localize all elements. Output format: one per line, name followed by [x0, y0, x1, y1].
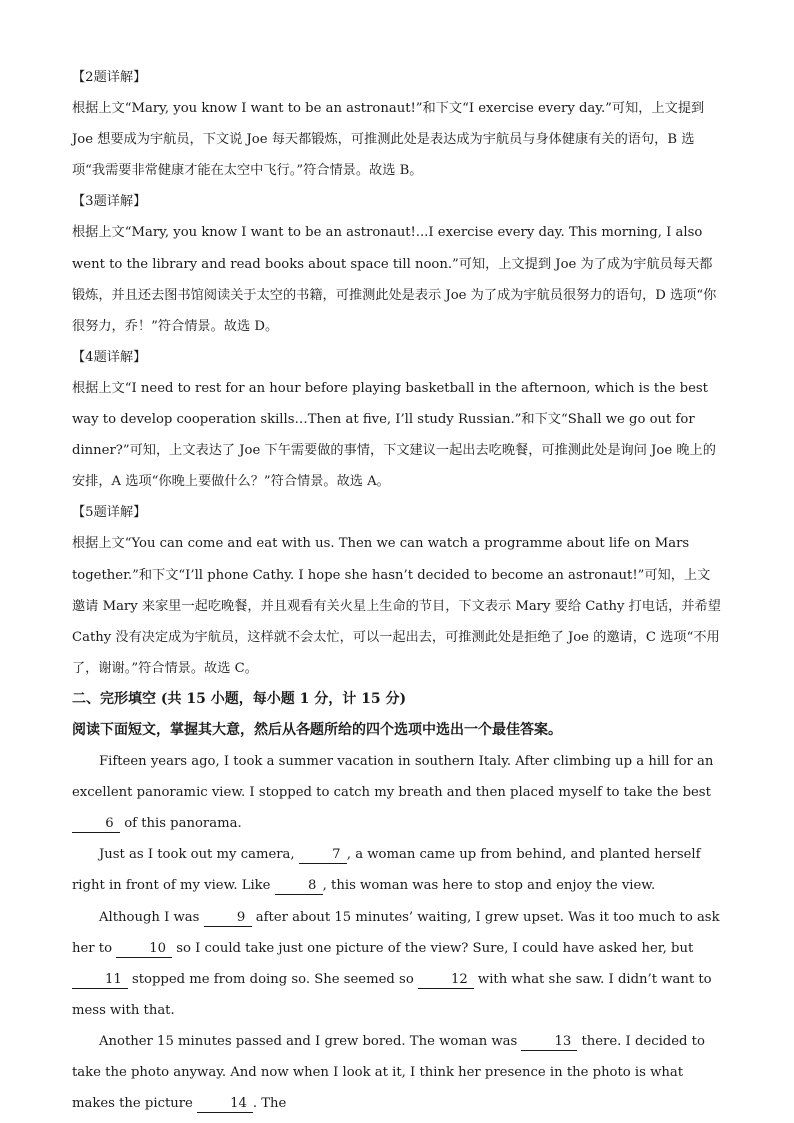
- passage-paragraph-4: [72, 1026, 722, 1119]
- document-page: [72, 62, 722, 1119]
- section-instruction: 阅读下面短文，掌握其大意，然后从各题所给的四个选项中选出一个最佳答案。: [72, 721, 562, 738]
- passage-text: of this panorama.: [120, 816, 242, 832]
- blank-7: 7: [299, 847, 347, 864]
- passage-text: , this woman was here to stop and enjoy the view.: [322, 878, 656, 894]
- passage-paragraph-2: [72, 839, 722, 901]
- blank-13: 13: [521, 1034, 577, 1051]
- section-title: 二、完形填空 (共 15 小题，每小题 1 分，计 15 分): [72, 690, 407, 707]
- blank-8: 8: [275, 878, 323, 895]
- passage-paragraph-3: [72, 902, 722, 1026]
- q4-explanation: 根据上文“I need to rest for an hour before playing basketball in the afternoon, which is the best way to develop cooperation skills…Then at five, I’ll study Russian.”和下文“Shall we go out for dinner?”可知，上文表达了 Joe 下午需要做的事情，下文建议一起出去吃晚餐，可推测此处是询问 Joe 晚上的安排，A 选项“你晚上要做什么？”符合情景。故选 A。: [72, 380, 716, 490]
- passage-text: , a woman came up from behind, and planted herself right in front of my view. Like: [72, 847, 701, 894]
- passage-text: . The: [252, 1096, 287, 1112]
- q5-explanation: 根据上文“You can come and eat with us. Then we can watch a programme about life on Mars together.”和下文“I’ll phone Cathy. I hope she hasn’t decided to become an astronaut!”可知，上文邀请 Mary 来家里一起吃晚餐，并且观看有关火星上生命的节目，下文表示 Mary 要给 Cathy 打电话，并希望 Cathy 没有决定成为宇航员，这样就不会太忙，可以一起出去，可推测此处是拒绝了 Joe 的邀请，C 选项“不用了，谢谢。”符合情景。故选 C。: [72, 536, 721, 676]
- q4-heading: 【4题详解】: [72, 349, 147, 365]
- blank-6: 6: [72, 816, 120, 833]
- passage-text: Fifteen years ago, I took a summer vacation in southern Italy. After climbing up a hill for an excellent panoramic view. I stopped to catch my breath and then placed myself to take the best: [72, 754, 714, 801]
- blank-14: 14: [197, 1096, 253, 1113]
- q2-heading: 【2题详解】: [72, 70, 147, 85]
- passage-text: Another 15 minutes passed and I grew bored. The woman was: [99, 1033, 522, 1049]
- q2-explanation: 根据上文“Mary, you know I want to be an astronaut!”和下文“I exercise every day.”可知，上文提到 Joe 想要成为宇航员，下文说 Joe 每天都锻炼，可推测此处是表达成为宇航员与身体健康有关的语句，B 选项“我需要非常健康才能在太空中飞行。”符合情景。故选 B。: [72, 101, 705, 179]
- passage-text: so I could take just one picture of the view? Sure, I could have asked her, but: [172, 940, 694, 956]
- blank-10: 10: [116, 941, 172, 958]
- passage-text: with what she saw. I didn’t want to mess with that.: [72, 971, 712, 1018]
- blank-11: 11: [72, 972, 128, 989]
- passage-text: after about 15 minutes’ waiting, I grew upset. Was it too much to ask her to: [72, 909, 720, 956]
- q3-explanation: 根据上文“Mary, you know I want to be an astronaut!...I exercise every day. This morning, I also went to the library and read books about space till noon.”可知，上文提到 Joe 为了成为宇航员每天都锻炼，并且还去图书馆阅读关于太空的书籍，可推测此处是表示 Joe 为了成为宇航员很努力的语句，D 选项“你很努力，乔！”符合情景。故选 D。: [72, 225, 717, 334]
- q3-heading: 【3题详解】: [72, 194, 147, 210]
- passage-paragraph-1: [72, 746, 722, 839]
- passage-text: Although I was: [99, 909, 204, 925]
- passage-text: stopped me from doing so. She seemed so: [127, 971, 418, 987]
- q5-heading: 【5题详解】: [72, 505, 147, 521]
- passage-text: there. I decided to take the photo anyway. And now when I look at it, I think her presence in the photo is what makes the picture: [72, 1033, 705, 1112]
- blank-9: 9: [204, 910, 252, 927]
- blank-12: 12: [418, 972, 474, 989]
- passage-text: Just as I took out my camera,: [99, 847, 299, 863]
